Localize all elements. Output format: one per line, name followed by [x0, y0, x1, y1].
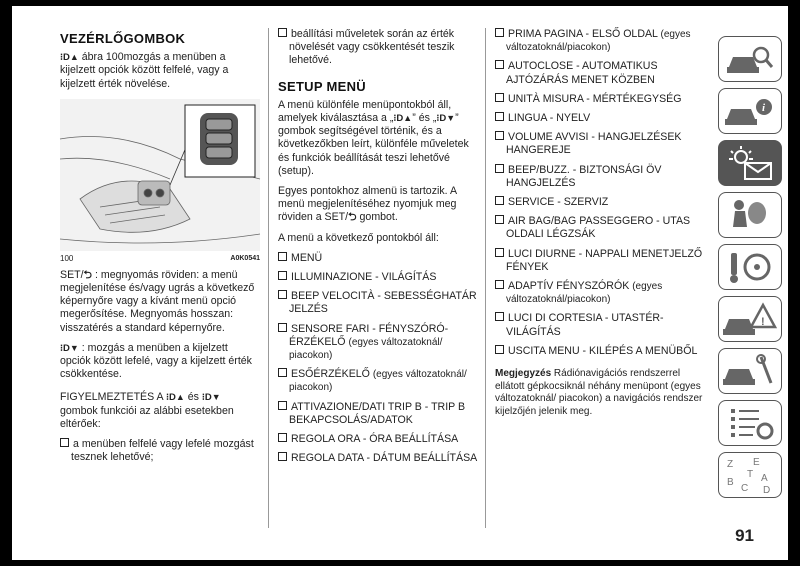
list-item: beállítási műveletek során az érték növelését vagy csökkentését teszik lehetővé.: [278, 28, 480, 68]
checkbox-bullet-icon: [60, 438, 69, 447]
column-3: [495, 28, 707, 425]
navigation-note: Megjegyzés Rádiónavigációs rendszerrel ellátott gépkocsiknál néhány menüpont (egyes változatoknál/ piacokon) a navigációs rendszer kijelzőjén jelenik meg.: [495, 368, 703, 417]
list-item: UNITÀ MISURA - MÉRTÉKEGYSÉG: [495, 93, 707, 106]
tab-index[interactable]: [718, 452, 782, 498]
checkbox-bullet-icon: [495, 280, 504, 289]
checkbox-bullet-icon: [278, 290, 287, 299]
list-item: REGOLA DATA - DÁTUM BEÁLLÍTÁSA: [278, 452, 480, 465]
up-arrow-icon: ▲: [175, 392, 185, 403]
list-item: LUCI DIURNE - NAPPALI MENETJELZŐ FÉNYEK: [495, 248, 707, 274]
svg-text:i: i: [762, 102, 766, 114]
list-item: ILLUMINAZIONE - VILÁGÍTÁS: [278, 271, 480, 284]
lights-symbol-icon: ⁝D: [436, 113, 447, 125]
car-service-icon: [719, 349, 781, 393]
section-heading-setup-menu: SETUP MENÜ: [278, 78, 366, 94]
lights-symbol-icon: ⁝D: [60, 342, 70, 354]
list-item: REGOLA ORA - ÓRA BEÁLLÍTÁSA: [278, 433, 480, 446]
steering-column-illustration: [60, 99, 260, 251]
list-item: VOLUME AVVISI - HANGJELZÉSEK HANGEREJE: [495, 131, 707, 157]
list-item: LINGUA - NYELV: [495, 112, 707, 125]
warning-text: FIGYELMEZTETÉS A ⁝D▲ és ⁝D▼ gombok funkciói az alábbi esetekben eltérőek:: [60, 391, 234, 430]
checkbox-bullet-icon: [278, 368, 287, 377]
list-item: PRIMA PAGINA - ELSŐ OLDAL (egyes változatoknál/piacokon): [495, 28, 707, 54]
figure-number: 100: [60, 253, 74, 263]
checkbox-bullet-icon: [278, 271, 287, 280]
section-heading-controls: VEZÉRLŐGOMBOK: [60, 31, 186, 46]
airbag-seat-icon: [719, 193, 781, 237]
lights-symbol-icon: ⁝D: [165, 392, 176, 404]
set-button-description: SET/⮌ : megnyomás röviden: a menü megjelenítése és/vagy ugrás a következő képernyőre vagy a kívánt menü opció megerősítése. Megnyomás hosszan: visszatérés a standard képernyőre.: [60, 268, 255, 334]
column-divider: [485, 28, 486, 528]
svg-text:A: A: [761, 473, 768, 484]
tab-emergency[interactable]: [718, 296, 782, 342]
checkbox-bullet-icon: [495, 93, 504, 102]
column-divider: [268, 28, 269, 528]
checkbox-bullet-icon: [278, 401, 287, 410]
chapter-tabs: [718, 36, 784, 504]
svg-text:B: B: [727, 477, 734, 488]
down-button-description: ⁝D▼ : mozgás a menüben a kijelzett opciók között lefelé, vagy a kijelzett érték csökkentése.: [60, 341, 252, 381]
svg-text:Z: Z: [727, 459, 734, 470]
svg-text:D: D: [763, 485, 771, 496]
checkbox-bullet-icon: [278, 433, 287, 442]
breakdown-warning-icon: [719, 297, 781, 341]
return-arrow-icon: ⮌: [83, 268, 93, 281]
list-item: SENSORE FARI - FÉNYSZÓRÓ-ÉRZÉKELŐ (egyes változatoknál/ piacokon): [278, 323, 480, 363]
lights-symbol-icon: ⁝D: [393, 113, 404, 125]
manual-page: [12, 6, 788, 560]
car-info-icon: [719, 89, 781, 133]
column-2: [278, 28, 480, 471]
dashboard-light-icon: [719, 141, 781, 185]
checkbox-bullet-icon: [495, 28, 504, 37]
checkbox-bullet-icon: [278, 323, 287, 332]
list-item: AIR BAG/BAG PASSEGGERO - UTAS OLDALI LÉGZSÁK: [495, 215, 707, 241]
menu-item-list: [278, 252, 480, 466]
key-steering-icon: [719, 245, 781, 289]
page-number: 91: [735, 526, 754, 545]
checkbox-bullet-icon: [495, 248, 504, 257]
list-item: ADAPTÍV FÉNYSZÓRÓK (egyes változatoknál/piacokon): [495, 280, 707, 306]
list-item: BEEP VELOCITÀ - SEBESSÉGHATÁR JELZÉS: [278, 290, 480, 316]
tab-car-info[interactable]: [718, 88, 782, 134]
checkbox-bullet-icon: [278, 28, 287, 37]
checkbox-bullet-icon: [495, 196, 504, 205]
tab-maintenance[interactable]: [718, 348, 782, 394]
lights-symbol-icon: ⁝D: [201, 392, 212, 404]
submenu-text: Egyes pontokhoz almenü is tartozik. A menü megjelenítéséhez nyomjuk meg röviden a SET/⮌ gombot.: [278, 185, 457, 224]
tab-safety[interactable]: [718, 192, 782, 238]
column-1: [60, 28, 260, 470]
checkbox-bullet-icon: [495, 164, 504, 173]
list-item: LUCI DI CORTESIA - UTASTÉR-VILÁGÍTÁS: [495, 312, 707, 338]
tab-technical-data[interactable]: [718, 400, 782, 446]
figure-steering-controls: [60, 99, 260, 263]
checkbox-bullet-icon: [495, 131, 504, 140]
setup-intro: A menü különféle menüpontokból áll, amelyek kiválasztása a „⁝D▲” és „⁝D▼” gombok segítségével történik, és a következőkben leírt, különféle műveletek és funkciók beállítását teszi lehetővé (setup).: [278, 98, 469, 177]
car-search-icon: [719, 37, 781, 81]
svg-text:!: !: [761, 316, 765, 328]
up-arrow-icon: ▲: [69, 52, 79, 63]
down-arrow-icon: ▼: [69, 342, 79, 353]
list-item: BEEP/BUZZ. - BIZTONSÁGI ÖV HANGJELZÉS: [495, 164, 707, 190]
menu-items-intro: A menü a következő pontokból áll:: [278, 231, 439, 244]
checkbox-bullet-icon: [495, 60, 504, 69]
list-item: USCITA MENU - KILÉPÉS A MENÜBŐL: [495, 345, 707, 358]
lights-symbol-icon: ⁝D: [60, 52, 70, 64]
down-arrow-icon: ▼: [211, 392, 221, 403]
list-item: a menüben felfelé vagy lefelé mozgást tesznek lehetővé;: [60, 438, 260, 464]
tab-starting-driving[interactable]: [718, 244, 782, 290]
return-arrow-icon: ⮌: [348, 211, 357, 224]
up-arrow-icon: ▲: [403, 113, 413, 124]
tab-car-search[interactable]: [718, 36, 782, 82]
checkbox-bullet-icon: [278, 252, 287, 261]
down-arrow-icon: ▼: [446, 113, 456, 124]
checkbox-bullet-icon: [495, 312, 504, 321]
up-button-description: ⁝D▲ ábra 100mozgás a menüben a kijelzett opciók között felfelé, vagy a kijelzett érték növelése.: [60, 51, 229, 90]
list-item: SERVICE - SZERVIZ: [495, 196, 707, 209]
svg-text:C: C: [741, 483, 749, 494]
list-item: ATTIVAZIONE/DATI TRIP B - TRIP B BEKAPCSOLÁS/ADATOK: [278, 401, 480, 427]
checkbox-bullet-icon: [278, 452, 287, 461]
list-item: MENÜ: [278, 252, 480, 265]
specifications-icon: [719, 401, 781, 445]
tab-dashboard-lights[interactable]: [718, 140, 782, 186]
list-item: AUTOCLOSE - AUTOMATIKUS AJTÓZÁRÁS MENET KÖZBEN: [495, 60, 707, 86]
checkbox-bullet-icon: [495, 345, 504, 354]
svg-text:E: E: [753, 457, 760, 468]
checkbox-bullet-icon: [495, 112, 504, 121]
checkbox-bullet-icon: [495, 215, 504, 224]
menu-item-list: [495, 28, 707, 358]
figure-code: A0K0541: [230, 254, 260, 262]
alphabetical-index-icon: [719, 453, 781, 497]
list-item: ESŐÉRZÉKELŐ (egyes változatoknál/ piacokon): [278, 368, 480, 394]
svg-text:T: T: [747, 469, 754, 480]
